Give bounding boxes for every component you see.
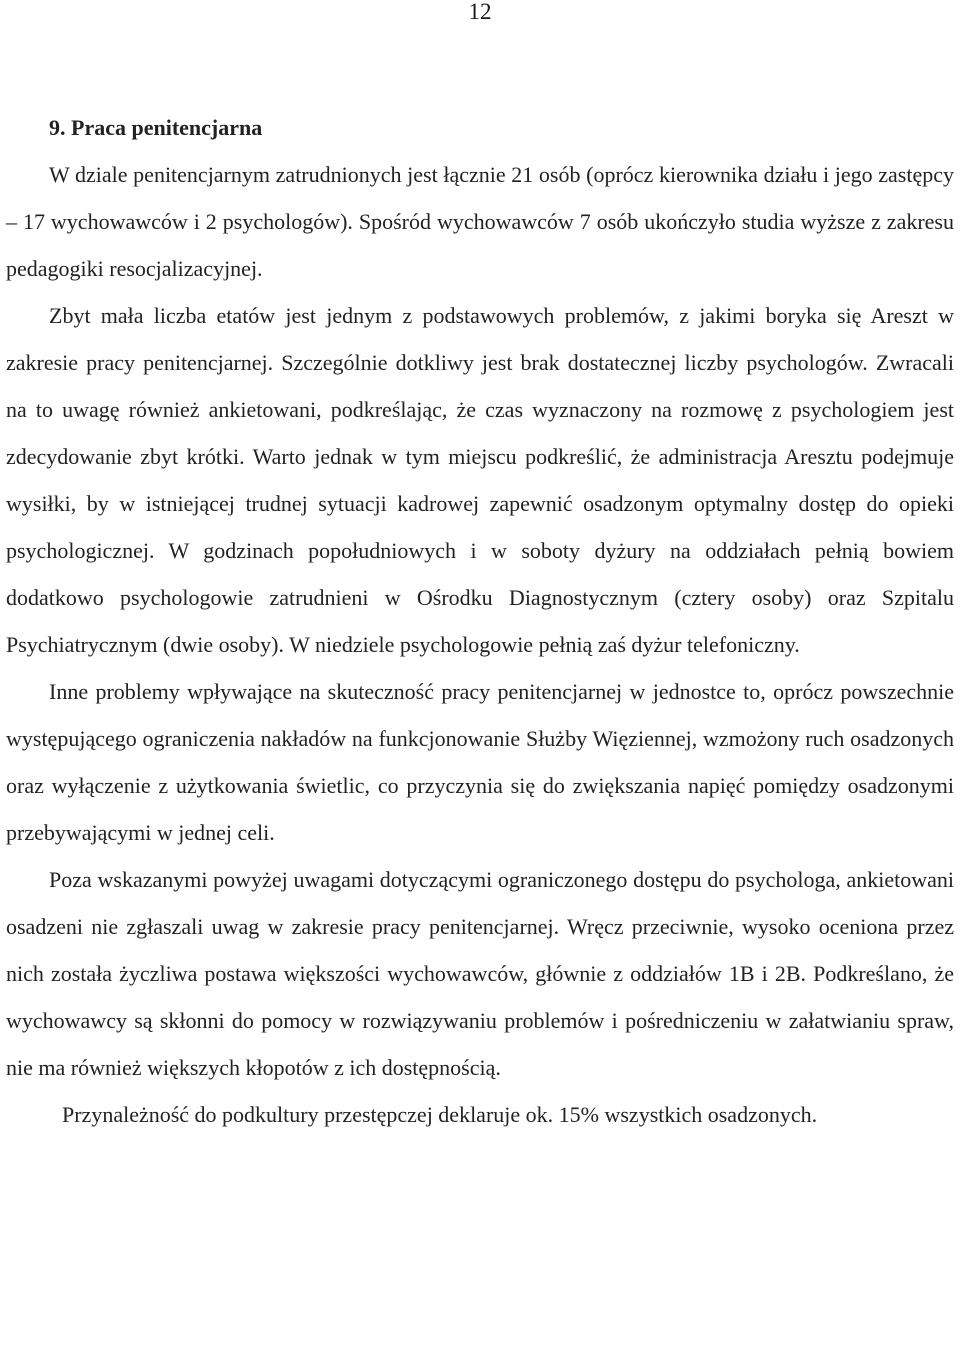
- page-number: 12: [468, 0, 492, 24]
- paragraph-staffing: W dziale penitencjarnym zatrudnionych jest łącznie 21 osób (oprócz kierownika działu i jego zastępcy – 17 wychowawców i 2 psychologów). Spośród wychowawców 7 osób ukończyło studia wyższe z zakresu pedagogiki resocjalizacyjnej.: [6, 162, 954, 281]
- section-heading: 9. Praca penitencjarna: [49, 115, 263, 140]
- paragraph-subculture: Przynależność do podkultury przestępczej deklaruje ok. 15% wszystkich osadzonych.: [62, 1102, 818, 1127]
- paragraph-inmate-opinions: Poza wskazanymi powyżej uwagami dotyczącymi ograniczonego dostępu do psychologa, ankietowani osadzeni nie zgłaszali uwag w zakresie pracy penitencjarnej. Wręcz przeciwnie, wysoko oceniona przez nich została życzliwa postawa większości wychowawców, głównie z oddziałów 1B i 2B. Podkreślano, że wychowawcy są skłonni do pomocy w rozwiązywaniu problemów i pośredniczeniu w załatwianiu spraw, nie ma również większych kłopotów z ich dostępnością.: [6, 867, 954, 1080]
- paragraph-psychologists: Zbyt mała liczba etatów jest jednym z podstawowych problemów, z jakimi boryka się Areszt w zakresie pracy penitencjarnej. Szczególnie dotkliwy jest brak dostatecznej liczby psychologów. Zwracali na to uwagę również ankietowani, podkreślając, że czas wyznaczony na rozmowę z psychologiem jest zdecydowanie zbyt krótki. Warto jednak w tym miejscu podkreślić, że administracja Aresztu podejmuje wysiłki, by w istniejącej trudnej sytuacji kadrowej zapewnić osadzonym optymalny dostęp do opieki psychologicznej. W godzinach popołudniowych i w soboty dyżury na oddziałach pełnią bowiem dodatkowo psychologowie zatrudnieni w Ośrodku Diagnostycznym (cztery osoby) oraz Szpitalu Psychiatrycznym (dwie osoby). W niedziele psychologowie pełnią zaś dyżur telefoniczny.: [6, 303, 954, 657]
- paragraph-other-problems: Inne problemy wpływające na skuteczność pracy penitencjarnej w jednostce to, oprócz powszechnie występującego ograniczenia nakładów na funkcjonowanie Służby Więziennej, wzmożony ruch osadzonych oraz wyłączenie z użytkowania świetlic, co przyczynia się do zwiększania napięć pomiędzy osadzonymi przebywającymi w jednej celi.: [6, 679, 954, 845]
- document-body: [6, 104, 954, 1138]
